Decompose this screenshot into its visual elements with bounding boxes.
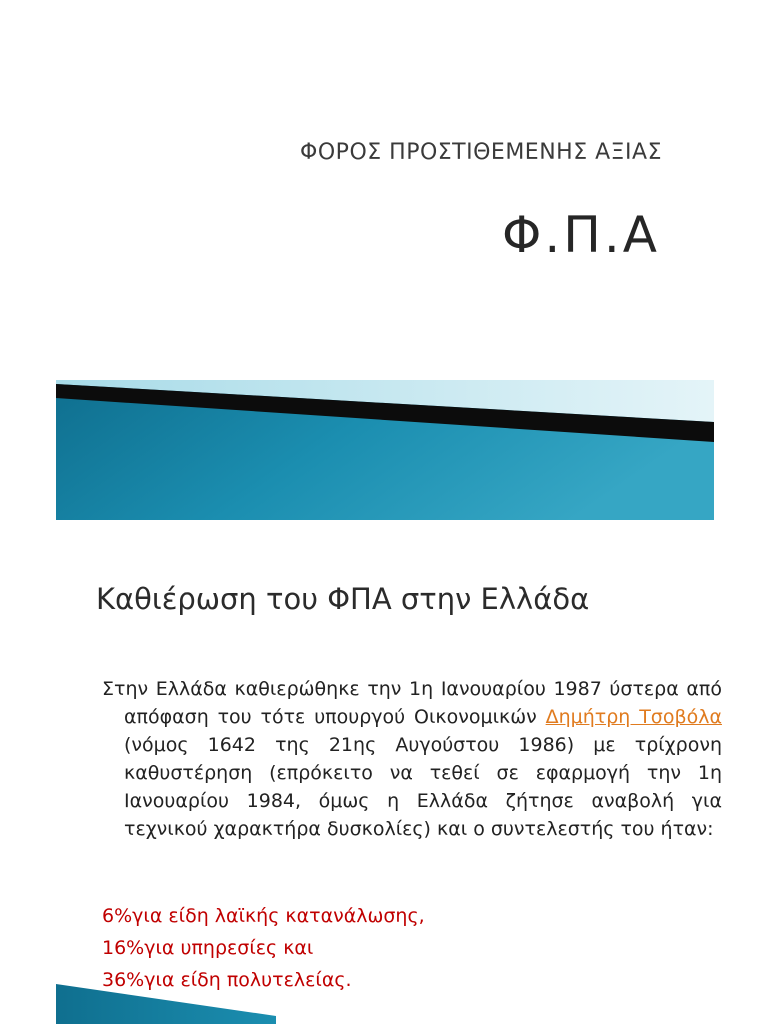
rate-item: 6%για είδη λαϊκής κατανάλωσης, <box>102 905 425 927</box>
rate-item: 16%για υπηρεσίες και <box>102 937 314 959</box>
slide-subtitle: ΦΟΡΟΣ ΠΡΟΣΤΙΘΕΜΕΝΗΣ ΑΞΙΑΣ <box>300 140 662 165</box>
rate-item: 36%για είδη πολυτελείας. <box>102 969 352 991</box>
rates-list <box>102 900 425 996</box>
decorative-banner <box>56 380 714 520</box>
content-slide <box>0 540 768 1024</box>
slide-title: Φ.Π.Α <box>502 206 660 264</box>
tsovolas-link[interactable]: Δημήτρη Τσοβόλα <box>545 706 722 728</box>
body-paragraph <box>102 675 722 843</box>
paragraph-text-start: Στην Ελλάδα καθιερώθηκε την 1η Ιανουαρίου 1987 ύστερα από απόφαση του τότε υπουργού Οικονομικών <box>102 678 722 728</box>
decorative-corner <box>56 984 276 1024</box>
paragraph-text-end: (νόμος 1642 της 21ης Αυγούστου 1986) με τρίχρονη καθυστέρηση (επρόκειτο να τεθεί σε εφαρμογή την 1η Ιανουαρίου 1984, όμως η Ελλάδα ζήτησε αναβολή για τεχνικού χαρακτήρα δυσκολίες) και ο συντελεστής του ήταν: <box>124 734 722 840</box>
slide-heading: Καθιέρωση του ΦΠΑ στην Ελλάδα <box>96 582 590 616</box>
